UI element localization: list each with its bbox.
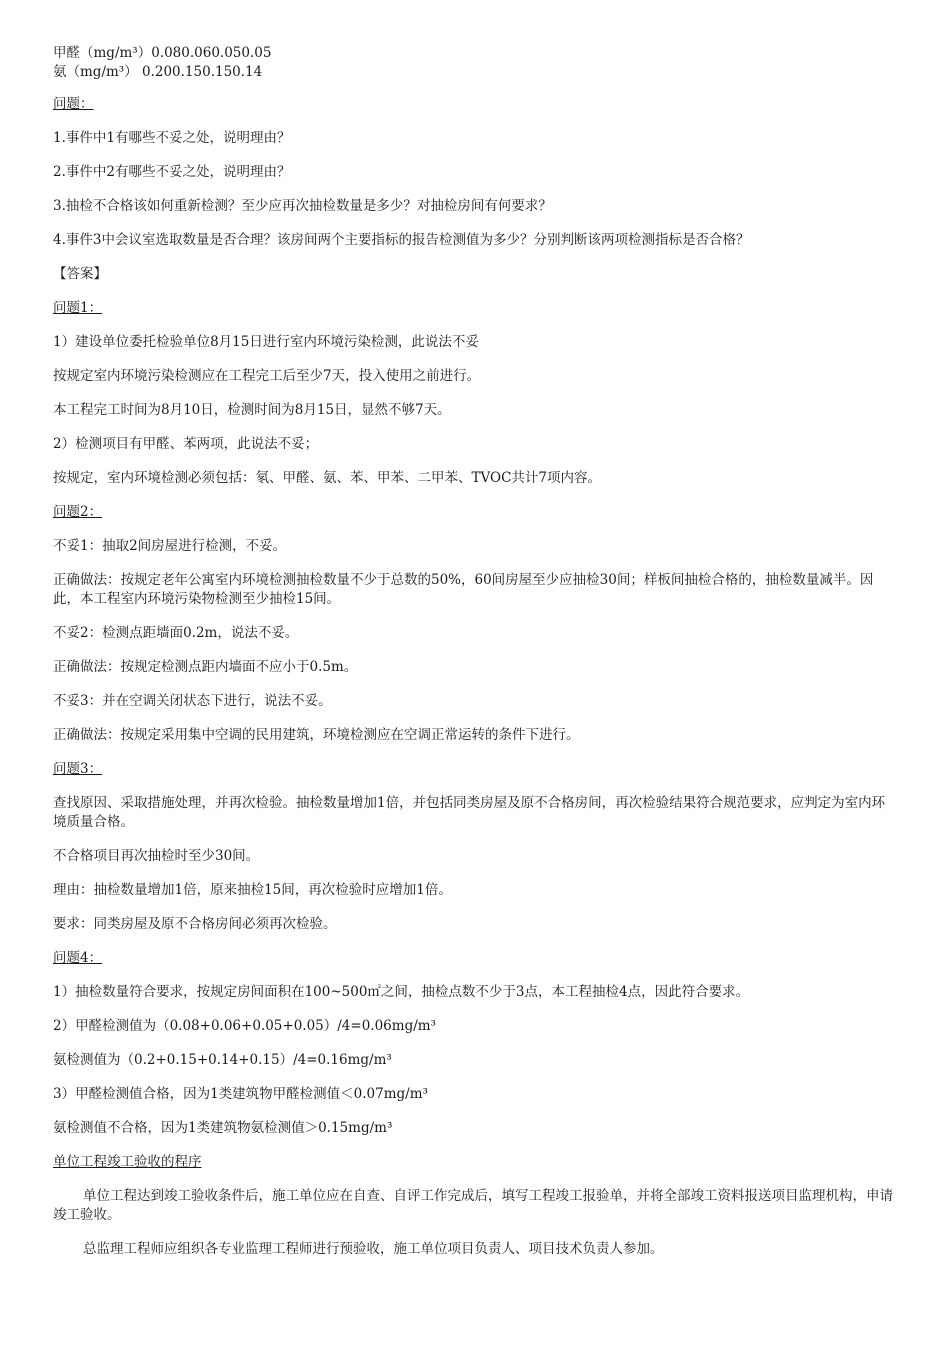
section-para: 总监理工程师应组织各专业监理工程师进行预验收，施工单位项目负责人、项目技术负责人参加。 bbox=[83, 1241, 664, 1257]
question-2: 2.事件中2有哪些不妥之处，说明理由？ bbox=[53, 164, 291, 180]
question-3: 3.抽检不合格该如何重新检测？至少应再次抽检数量是多少？对抽检房间有何要求？ bbox=[53, 198, 552, 214]
answer-3-para: 理由：抽检数量增加1倍，原来抽检15间，再次检验时应增加1倍。 bbox=[53, 882, 452, 898]
answer-3-heading: 问题3： bbox=[53, 761, 103, 777]
document-page bbox=[53, 44, 898, 1274]
question-4: 4.事件3中会议室选取数量是否合理？该房间两个主要指标的报告检测值为多少？分别判断该两项检测指标是否合格？ bbox=[53, 232, 750, 248]
answer-4-para: 2）甲醛检测值为（0.08+0.06+0.05+0.05）/4=0.06mg/m³ bbox=[53, 1018, 436, 1034]
answer-2-para: 正确做法：按规定检测点距内墙面不应小于0.5m。 bbox=[53, 659, 358, 675]
answer-2-para: 不妥3：并在空调关闭状态下进行，说法不妥。 bbox=[53, 693, 332, 709]
section-heading: 单位工程竣工验收的程序 bbox=[53, 1154, 202, 1170]
measurement-lines bbox=[53, 44, 898, 82]
answer-3-para: 不合格项目再次抽检时至少30间。 bbox=[53, 848, 260, 864]
answer-1-para: 按规定，室内环境检测必须包括：氡、甲醛、氨、苯、甲苯、二甲苯、TVOC共计7项内容。 bbox=[53, 470, 602, 486]
answer-4-para: 3）甲醛检测值合格，因为1类建筑物甲醛检测值＜0.07mg/m³ bbox=[53, 1086, 428, 1102]
questions-heading: 问题： bbox=[53, 96, 94, 112]
answer-4-para: 氨检测值为（0.2+0.15+0.14+0.15）/4=0.16mg/m³ bbox=[53, 1052, 392, 1068]
answer-3-para: 查找原因、采取措施处理，并再次检验。抽检数量增加1倍，并包括同类房屋及原不合格房间，再次检验结果符合规范要求，应判定为室内环境质量合格。 bbox=[53, 795, 886, 830]
answer-2-para: 不妥1：抽取2间房屋进行检测，不妥。 bbox=[53, 538, 287, 554]
answer-1-para: 1）建设单位委托检验单位8月15日进行室内环境污染检测，此说法不妥 bbox=[53, 334, 479, 350]
answer-1-para: 按规定室内环境污染检测应在工程完工后至少7天，投入使用之前进行。 bbox=[53, 368, 481, 384]
answer-3-para: 要求：同类房屋及原不合格房间必须再次检验。 bbox=[53, 916, 337, 932]
answer-4-para: 1）抽检数量符合要求，按规定房间面积在100~500㎡之间，抽检点数不少于3点，本工程抽检4点，因此符合要求。 bbox=[53, 984, 750, 1000]
answer-4-para: 氨检测值不合格，因为1类建筑物氨检测值＞0.15mg/m³ bbox=[53, 1120, 393, 1136]
answer-1-heading: 问题1： bbox=[53, 300, 103, 316]
answer-2-heading: 问题2： bbox=[53, 504, 103, 520]
answer-1-para: 2）检测项目有甲醛、苯两项，此说法不妥； bbox=[53, 436, 319, 452]
formaldehyde-values-line: 甲醛（mg/m³）0.080.060.050.05 bbox=[53, 45, 272, 61]
answer-2-para: 正确做法：按规定采用集中空调的民用建筑，环境检测应在空调正常运转的条件下进行。 bbox=[53, 727, 580, 743]
question-1: 1.事件中1有哪些不妥之处，说明理由？ bbox=[53, 130, 291, 146]
answer-2-para: 不妥2：检测点距墙面0.2m，说法不妥。 bbox=[53, 625, 299, 641]
section-para: 单位工程达到竣工验收条件后，施工单位应在自查、自评工作完成后，填写工程竣工报验单，并将全部竣工资料报送项目监理机构，申请竣工验收。 bbox=[53, 1188, 893, 1223]
answer-4-heading: 问题4： bbox=[53, 950, 103, 966]
answer-heading: 【答案】 bbox=[53, 266, 107, 282]
answer-1-para: 本工程完工时间为8月10日，检测时间为8月15日，显然不够7天。 bbox=[53, 402, 451, 418]
ammonia-values-line: 氨（mg/m³） 0.200.150.150.14 bbox=[53, 64, 263, 80]
answer-2-para: 正确做法：按规定老年公寓室内环境检测抽检数量不少于总数的50%，60间房屋至少应抽检30间；样板间抽检合格的，抽检数量减半。因此，本工程室内环境污染物检测至少抽检15间。 bbox=[53, 572, 874, 607]
